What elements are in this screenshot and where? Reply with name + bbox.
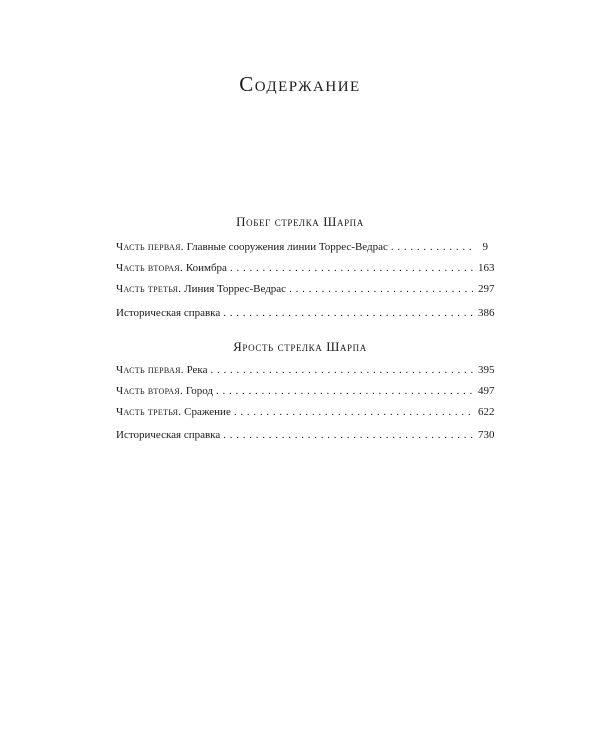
toc-part-label: Часть первая. xyxy=(116,364,184,376)
toc-page-number: 163 xyxy=(478,262,495,274)
dot-leader xyxy=(210,363,475,377)
toc-part-label: Часть первая. xyxy=(116,241,184,253)
dot-leader xyxy=(391,240,475,254)
toc-chapter-name: Коимбра xyxy=(185,262,227,274)
toc-entry[interactable] xyxy=(116,405,495,419)
toc-part-label: Часть вторая. xyxy=(116,262,184,274)
toc-entry[interactable] xyxy=(116,384,495,398)
dot-leader xyxy=(234,405,475,419)
dot-leader xyxy=(230,261,475,275)
dot-leader xyxy=(216,384,475,398)
toc-page-number: 497 xyxy=(478,385,495,397)
section-title: Побег стрелка Шарпа xyxy=(236,214,364,229)
toc-chapter-name: Главные сооружения линии Торрес-Ведрас xyxy=(186,241,388,253)
toc-chapter-name: Историческая справка xyxy=(116,429,221,441)
toc-part-label: Часть третья. xyxy=(116,406,182,418)
contents-title: Содержание xyxy=(239,72,361,96)
toc-part-label: Часть вторая. xyxy=(116,385,184,397)
toc-page-number: 386 xyxy=(478,307,495,319)
toc-page-number: 622 xyxy=(478,406,495,418)
toc-chapter-name: Историческая справка xyxy=(116,307,221,319)
toc-chapter-name: Сражение xyxy=(184,406,231,418)
toc-entry[interactable] xyxy=(116,306,495,320)
section-title: Ярость стрелка Шарпа xyxy=(233,339,367,354)
toc-entry[interactable] xyxy=(116,240,488,254)
toc-page-number: 9 xyxy=(482,241,488,253)
toc-entry[interactable] xyxy=(116,261,495,275)
dot-leader xyxy=(223,428,475,442)
dot-leader xyxy=(223,306,475,320)
toc-chapter-name: Город xyxy=(185,385,214,397)
toc-chapter-name: Линия Торрес-Ведрас xyxy=(184,283,287,295)
toc-page-number: 395 xyxy=(478,364,495,376)
toc-chapter-name: Река xyxy=(186,364,208,376)
toc-entry[interactable] xyxy=(116,282,495,296)
toc-page-number: 730 xyxy=(478,429,495,441)
toc-entry[interactable] xyxy=(116,428,495,442)
toc-entry[interactable] xyxy=(116,363,495,377)
toc-part-label: Часть третья. xyxy=(116,283,182,295)
toc-page-number: 297 xyxy=(478,283,495,295)
dot-leader xyxy=(289,282,475,296)
